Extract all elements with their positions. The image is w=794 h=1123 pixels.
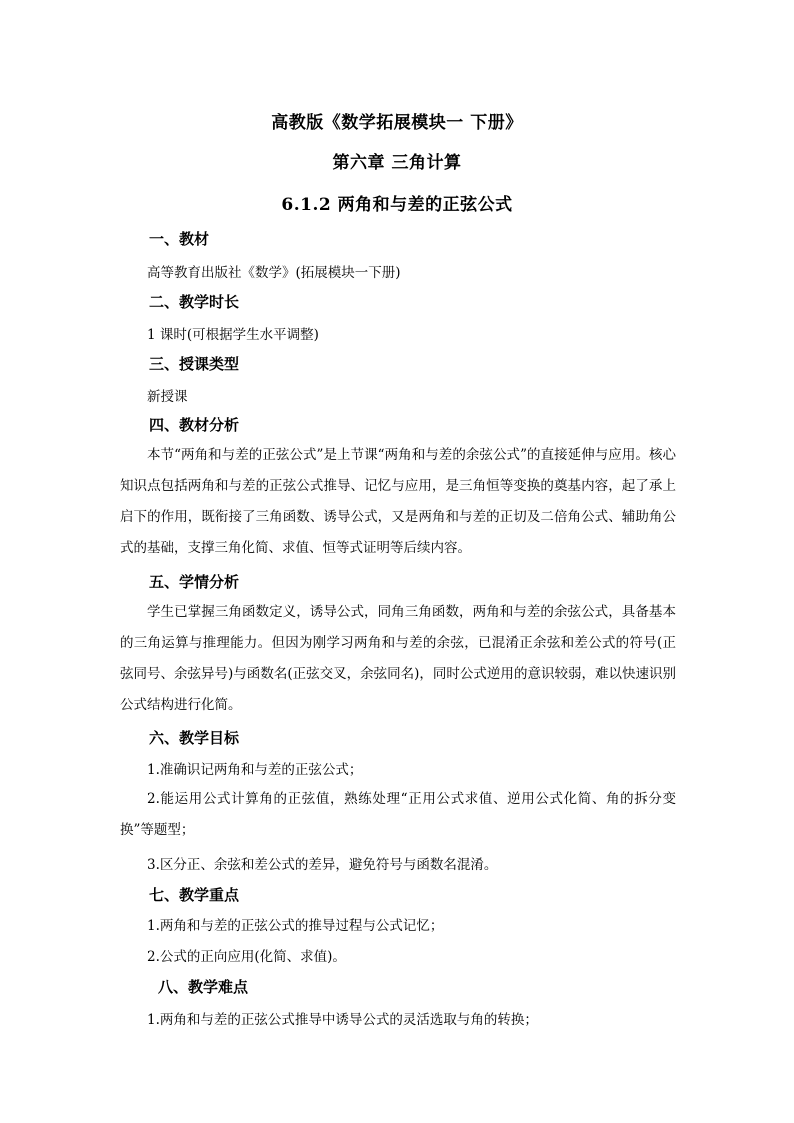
chapter-title: 第六章 三角计算	[332, 153, 462, 173]
heading-objectives: 六、教学目标	[149, 729, 240, 747]
heading-duration: 二、教学时长	[149, 293, 240, 311]
objective-item-2: 2.能运用公式计算角的正弦值，熟练处理“正用公式求值、逆用公式化简、角的拆分变换”等题型；	[120, 791, 676, 838]
student-analysis-paragraph: 学生已掌握三角函数定义，诱导公式，同角三角函数，两角和与差的余弦公式，具备基本的三角运算与推理能力。但因为刚学习两角和与差的余弦，已混淆正余弦和差公式的符号(正弦同号、余弦异号)与函数名(正弦交叉，余弦同名)，同时公式逆用的意识较弱，难以快速识别公式结构进行化简。	[120, 604, 676, 713]
key-point-item-1: 1.两角和与差的正弦公式的推导过程与公式记忆；	[147, 918, 444, 934]
material-analysis-paragraph: 本节“两角和与差的正弦公式”是上节课“两角和与差的余弦公式”的直接延伸与应用。核心知识点包括两角和与差的正弦公式推导、记忆与应用，是三角恒等变换的奠基内容，起了承上启下的作用，既衔接了三角函数、诱导公式，又是两角和与差的正切及二倍角公式、辅助角公式的基础，支撑三角化简、求值、恒等式证明等后续内容。	[120, 447, 676, 556]
section-title: 6.1.2 两角和与差的正弦公式	[281, 195, 513, 215]
objective-item-3: 3.区分正、余弦和差公式的差异，避免符号与函数名混淆。	[147, 857, 498, 873]
heading-lesson-type: 三、授课类型	[149, 355, 240, 373]
difficulty-item-1: 1.两角和与差的正弦公式推导中诱导公式的灵活选取与角的转换；	[147, 1012, 538, 1028]
heading-material-analysis: 四、教材分析	[149, 416, 240, 434]
heading-student-analysis: 五、学情分析	[149, 573, 240, 591]
heading-difficulties: 八、教学难点	[158, 978, 249, 996]
heading-textbook: 一、教材	[149, 230, 210, 248]
heading-key-points: 七、教学重点	[149, 886, 240, 904]
textbook-text: 高等教育出版社《数学》(拓展模块一下册)	[147, 265, 401, 281]
objective-item-1: 1.准确识记两角和与差的正弦公式；	[147, 762, 363, 778]
key-point-item-2: 2.公式的正向应用(化简、求值)。	[147, 949, 346, 965]
document-title: 高教版《数学拓展模块一 下册》	[271, 113, 523, 133]
lesson-type-text: 新授课	[147, 389, 188, 405]
duration-text: 1 课时(可根据学生水平调整)	[147, 327, 319, 343]
